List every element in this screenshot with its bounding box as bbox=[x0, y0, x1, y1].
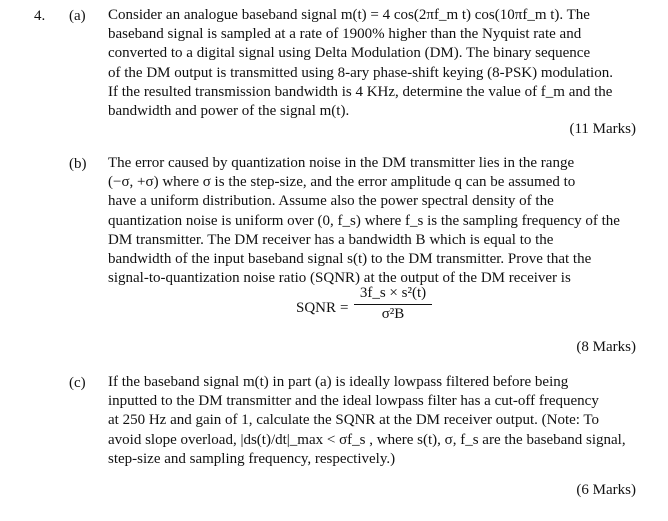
part-b-line-7: signal-to-quantization noise ratio (SQNR) at the output of the DM receiver is bbox=[108, 270, 571, 287]
part-a-label: (a) bbox=[69, 8, 86, 24]
question-number: 4. bbox=[34, 8, 46, 24]
part-b-text bbox=[108, 154, 636, 288]
part-b-line-3: have a uniform distribution. Assume also the power spectral density of the bbox=[108, 193, 554, 210]
part-c-line-5: step-size and sampling frequency, respectively.) bbox=[108, 450, 396, 467]
part-a-line-1: Consider an analogue baseband signal m(t) = 4 cos(2πf_m t) cos(10πf_m t). The bbox=[108, 7, 590, 23]
part-a-line-6: bandwidth and power of the signal m(t). bbox=[108, 103, 350, 120]
part-c-label: (c) bbox=[69, 375, 86, 391]
part-b-line-5: DM transmitter. The DM receiver has a bandwidth B which is equal to the bbox=[108, 231, 554, 248]
part-a-line-5: If the resulted transmission bandwidth is 4 KHz, determine the value of f_m and the bbox=[108, 83, 613, 100]
part-a-line-4: of the DM output is transmitted using 8-ary phase-shift keying (8-PSK) modulation. bbox=[108, 64, 613, 81]
part-a-line-3: converted to a digital signal using Delta Modulation (DM). The binary sequence bbox=[108, 45, 591, 62]
part-a-line-2: baseband signal is sampled at a rate of 1900% higher than the Nyquist rate and bbox=[108, 26, 582, 43]
formula-denominator: σ²B bbox=[381, 306, 405, 322]
part-a-marks: (11 Marks) bbox=[569, 121, 636, 137]
formula-equals: = bbox=[340, 300, 349, 316]
part-b-line-1: The error caused by quantization noise in the DM transmitter lies in the range bbox=[108, 155, 575, 171]
part-b-line-6: bandwidth of the input baseband signal s(t) to the DM transmitter. Prove that the bbox=[108, 251, 592, 268]
part-b-marks: (8 Marks) bbox=[576, 339, 636, 355]
part-c-marks: (6 Marks) bbox=[576, 482, 636, 498]
part-b-line-4: quantization noise is uniform over (0, f_s) where f_s is the sampling frequency of the bbox=[108, 212, 620, 229]
part-c-text bbox=[108, 373, 636, 469]
part-c-line-4: avoid slope overload, |ds(t)/dt|_max < σf_s , where s(t), σ, f_s are the baseband signal, bbox=[108, 431, 626, 448]
sqnr-formula bbox=[296, 285, 516, 337]
formula-lhs: SQNR bbox=[296, 300, 337, 316]
part-c-line-3: at 250 Hz and gain of 1, calculate the SQNR at the DM receiver output. (Note: To bbox=[108, 412, 600, 429]
part-c-line-2: inputted to the DM transmitter and the ideal lowpass filter has a cut-off frequency bbox=[108, 393, 599, 410]
formula-fraction bbox=[354, 285, 432, 323]
part-c-line-1: If the baseband signal m(t) in part (a) is ideally lowpass filtered before being bbox=[108, 374, 569, 390]
formula-numerator: 3f_s × s²(t) bbox=[354, 285, 432, 305]
part-b-label: (b) bbox=[69, 156, 87, 172]
part-b-line-2: (−σ, +σ) where σ is the step-size, and the error amplitude q can be assumed to bbox=[108, 174, 576, 191]
part-a-text bbox=[108, 6, 636, 121]
